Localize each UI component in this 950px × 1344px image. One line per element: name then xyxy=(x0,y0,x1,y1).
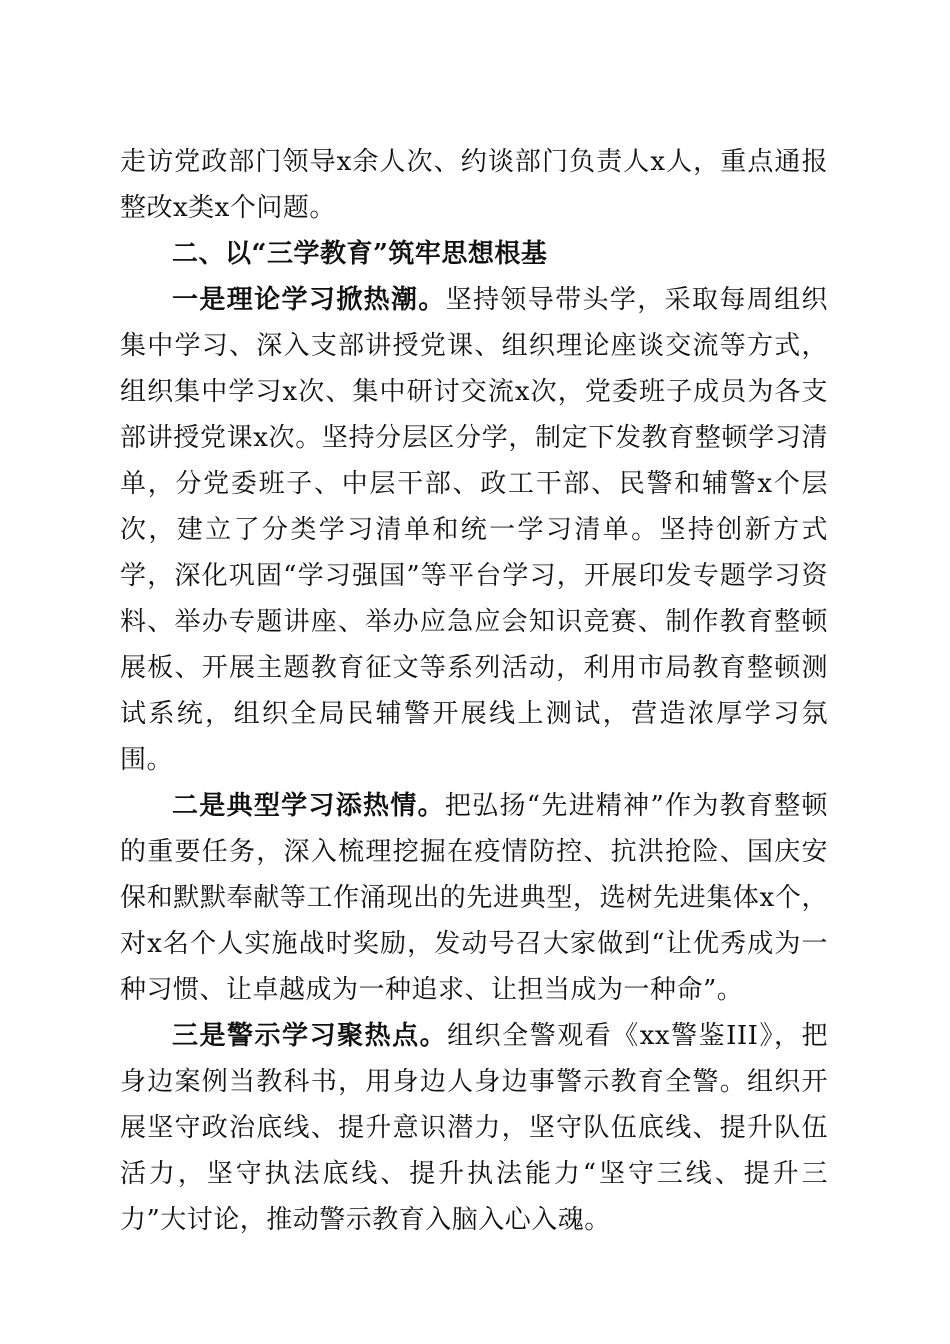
item-1-body: 坚持领导带头学，采取每周组织集中学习、深入支部讲授党课、组织理论座谈交流等方式，组织集中学习x次、集中研讨交流x次，党委班子成员为各支部讲授党课x次。坚持分层区分学，制定下发教育整顿学习清单，分党委班子、中层干部、政工干部、民警和辅警x个层次，建立了分类学习清单和统一学习清单。坚持创新方式学，深化巩固“学习强国”等平台学习，开展印发专题学习资料、举办专题讲座、举办应急应会知识竞赛、制作教育整顿展板、开展主题教育征文等系列活动，利用市局教育整顿测试系统，组织全局民辅警开展线上测试，营造浓厚学习氛围。 xyxy=(120,285,828,775)
item-3-body: 组织全警观看《xx警鉴III》，把身边案例当教科书，用身边人身边事警示教育全警。组织开展坚守政治底线、提升意识潜力，坚守队伍底线、提升队伍活力，坚守执法底线、提升执法能力“坚守三线、提升三力”大讨论，推动警示教育入脑入心入魂。 xyxy=(120,1021,828,1235)
paragraph-item-3 xyxy=(120,1013,828,1243)
section-heading: 二、以“三学教育”筑牢思想根基 xyxy=(172,239,548,269)
item-1-lead: 一是理论学习掀热潮。 xyxy=(172,285,446,315)
paragraph-continuation: 走访党政部门领导x余人次、约谈部门负责人x人，重点通报整改x类x个问题。 xyxy=(120,147,828,223)
item-3-lead: 三是警示学习聚热点。 xyxy=(172,1021,448,1051)
paragraph-item-1 xyxy=(120,277,828,783)
paragraph-item-2 xyxy=(120,783,828,1013)
item-2-body: 把弘扬“先进精神”作为教育整顿的重要任务，深入梳理挖掘在疫情防控、抗洪抢险、国庆安保和默默奉献等工作涌现出的先进典型，选树先进集体x个，对x名个人实施战时奖励，发动号召大家做到“让优秀成为一种习惯、让卓越成为一种追求、让担当成为一种命”。 xyxy=(120,791,828,1005)
item-2-lead: 二是典型学习添热情。 xyxy=(172,791,445,821)
document-body xyxy=(120,139,828,1243)
